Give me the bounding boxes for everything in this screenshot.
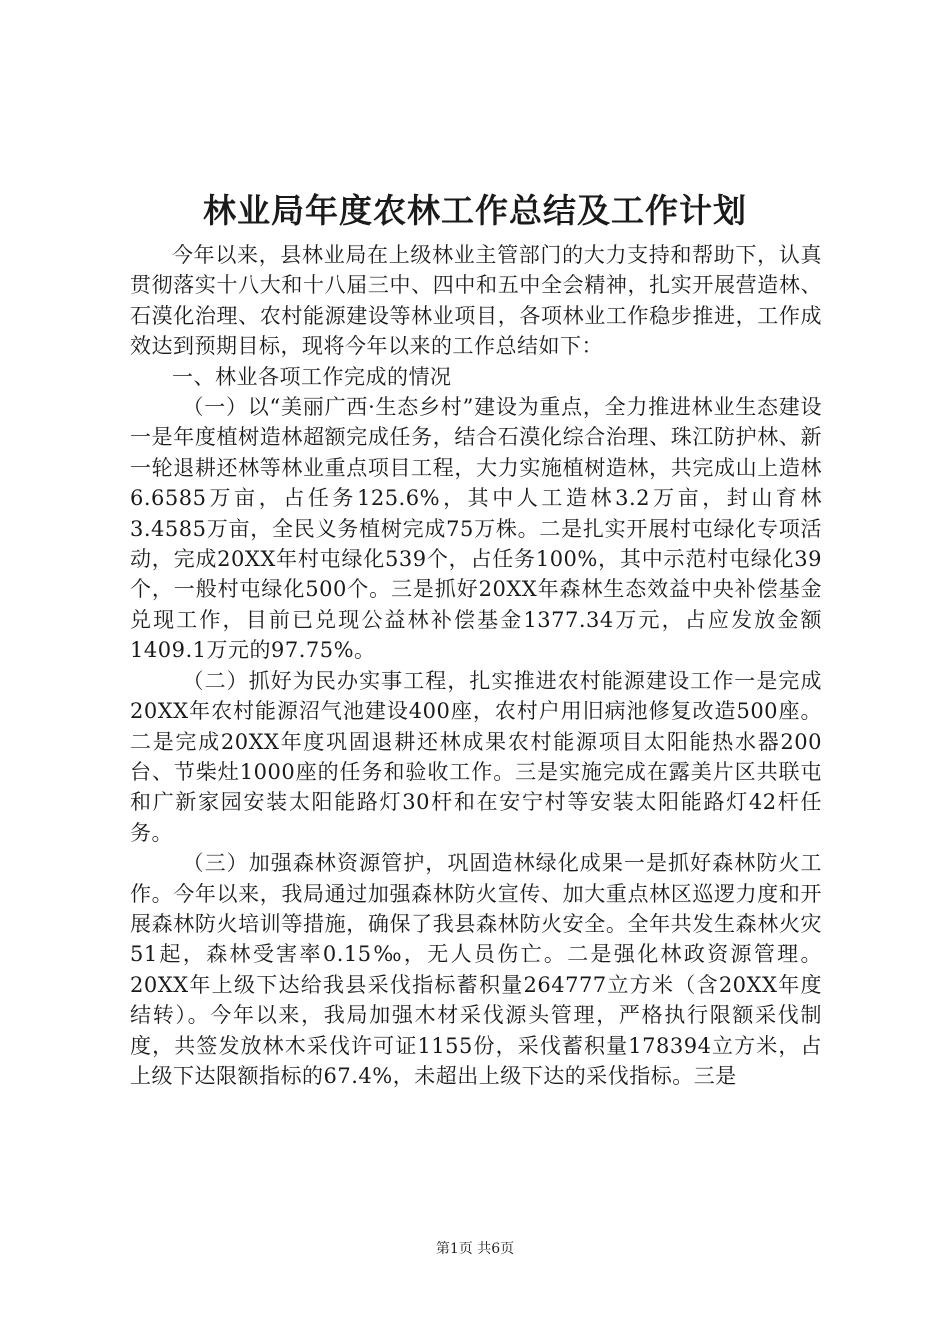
- intro-paragraph: 今年以来，县林业局在上级林业主管部门的大力支持和帮助下，认真贯彻落实十八大和十八届三中、四中和五中全会精神，扎实开展营造林、石漠化治理、农村能源建设等林业项目，各项林业工作稳步推进，工作成效达到预期目标，现将今年以来的工作总结如下：: [130, 243, 822, 359]
- document-body: [130, 240, 822, 1091]
- section-heading: 一、林业各项工作完成的情况: [172, 364, 452, 389]
- subsection-paragraph-2: （二）抓好为民办实事工程，扎实推进农村能源建设工作一是完成20XX年农村能源沼气池建设400座，农村户用旧病池修复改造500座。二是完成20XX年度巩固退耕还林成果农村能源项目太阳能热水器200台、节柴灶1000座的任务和验收工作。三是实施完成在露美片区共联屯和广新家园安装太阳能路灯30杆和在安宁村等安装太阳能路灯42杆任务。: [130, 668, 822, 845]
- page-number-footer: 第1页 共6页: [435, 1241, 515, 1257]
- page-title: 林业局年度农林工作总结及工作计划: [203, 191, 747, 230]
- subsection-paragraph-3: （三）加强森林资源管护，巩固造林绿化成果一是抓好森林防火工作。今年以来，我局通过加强森林防火宣传、加大重点林区巡逻力度和开展森林防火培训等措施，确保了我县森林防火安全。全年共发生森林火灾51起，森林受害率0.15‰，无人员伤亡。二是强化林政资源管理。20XX年上级下达给我县采伐指标蓄积量264777立方米（含20XX年度结转）。今年以来，我局加强木材采伐源头管理，严格执行限额采伐制度，共签发放林木采伐许可证1155份，采伐蓄积量178394立方米，占上级下达限额指标的67.4%，未超出上级下达的采伐指标。三是: [130, 851, 822, 1088]
- subsection-paragraph-1: （一）以“美丽广西·生态乡村”建设为重点，全力推进林业生态建设一是年度植树造林超额完成任务，结合石漠化综合治理、珠江防护林、新一轮退耕还林等林业重点项目工程，大力实施植树造林，共完成山上造林6.6585万亩，占任务125.6%，其中人工造林3.2万亩，封山育林3.4585万亩，全民义务植树完成75万株。二是扎实开展村屯绿化专项活动，完成20XX年村屯绿化539个，占任务100%，其中示范村屯绿化39个，一般村屯绿化500个。三是抓好20XX年森林生态效益中央补偿基金兑现工作，目前已兑现公益林补偿基金1377.34万元，占应发放金额1409.1万元的97.75%。: [130, 395, 822, 663]
